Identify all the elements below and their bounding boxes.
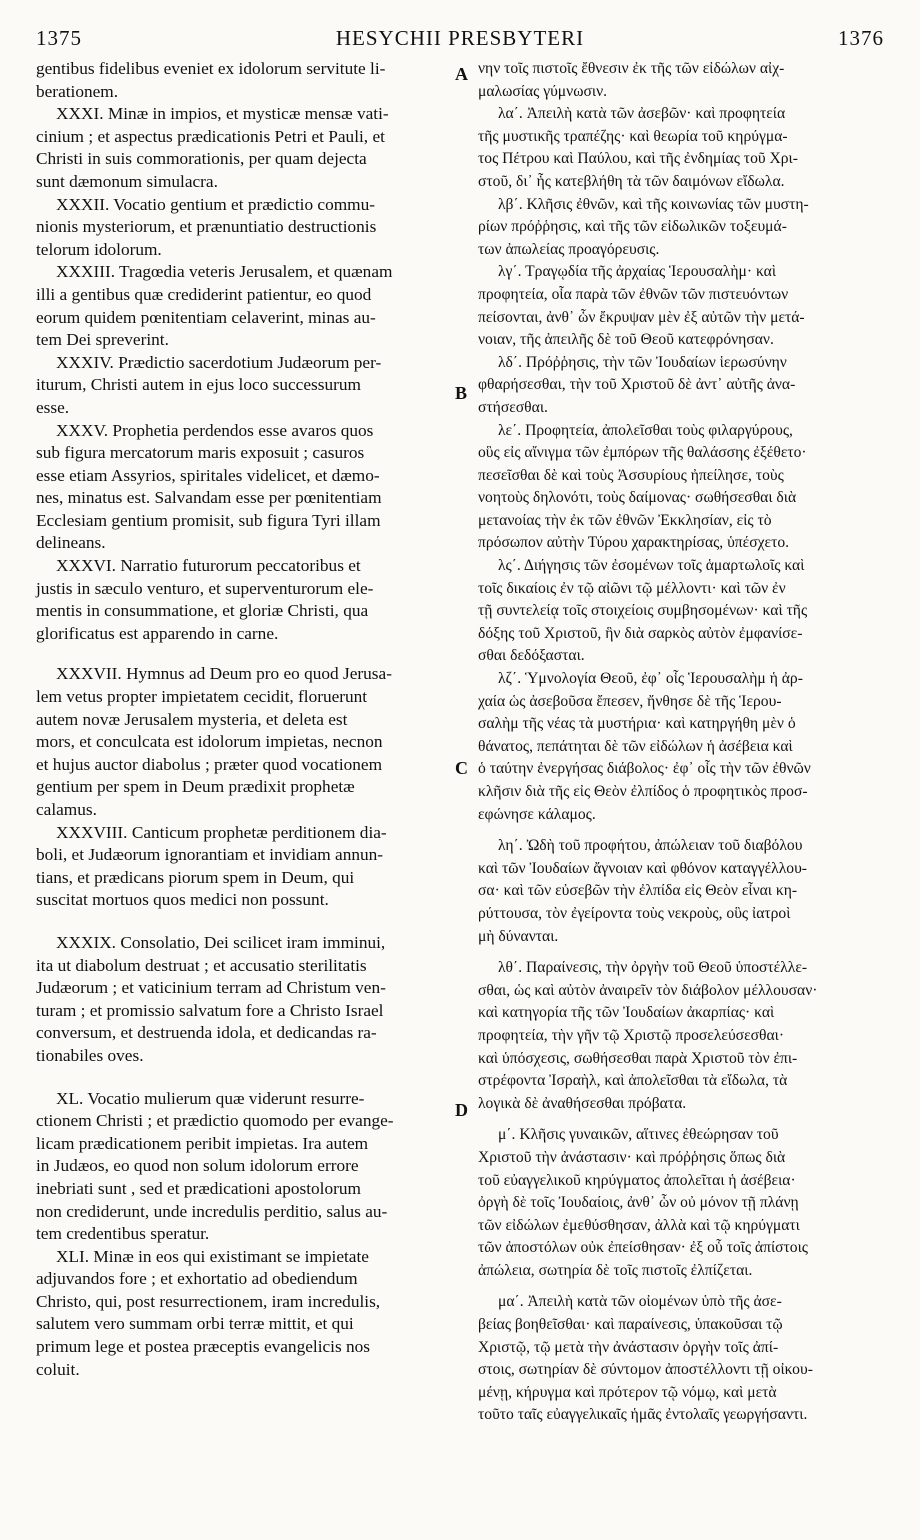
margin-letter-b: B	[455, 383, 468, 403]
greek-entry-36: λς΄. Διήγησις τῶν ἐσομένων τοῖς ἁμαρτωλοῖς καὶ τοῖς δικαίοις ἐν τῷ αἰῶνι τῷ μέλλοντι· καὶ τῶν ἐν τῇ συντελείᾳ τοῖς στοιχείοις συμβησομένων· καὶ τῆς δόξης τοῦ Χριστοῦ, ἣν διὰ σαρκὸς αὐτὸν ἐμφανίσε- σθαι δεδόξασται.	[478, 557, 808, 665]
latin-entry-34: XXXIV. Prædictio sacerdotium Judæorum per- iturum, Christi autem in ejus loco successurum esse.	[36, 352, 382, 417]
greek-entry-37: λζ΄. Ὑμνολογία Θεοῦ, ἐφ᾽ οἷς Ἱερουσαλὴμ ἡ ἀρ- χαία ὡς ἀσεβοῦσα ἔπεσεν, ἤνθησε δὲ τῆς Ἱερου- σαλὴμ τῆς νέας τὰ μυστήρια· καὶ κατηργήθη μὲν ὁ θάνατος, πεπάτηται δὲ τῶν εἰδώλων ἡ ἀσέβεια καὶ ὁ ταύτην ἐνεργήσας διάβολος· ἐφ᾽ οἷς τὴν τῶν ἐθνῶν κλῆσιν διὰ τῆς εἰς Θεὸν ἐλπίδος ὁ προφητικὸς προσ- εφώνησε κάλαμος.	[478, 670, 811, 823]
latin-entry-41: XLI. Minæ in eos qui existimant se impietate adjuvandos fore ; et exhortatio ad obediendum Christo, qui, post resurrectionem, iram incredulis, salutem vero summam orbi terræ mittit, et qui primum lege et postea præceptis evangelicis nos coluit.	[36, 1246, 381, 1379]
greek-entry-40: μ΄. Κλῆσις γυναικῶν, αἵτινες ἐθεώρησαν τοῦ Χριστοῦ τὴν ἀνάστασιν· καὶ πρόῤῥησις ὅπως διὰ τοῦ εὐαγγελικοῦ κηρύγματος ἀπολεῖται ἡ ἀσέβεια· ὀργὴ δὲ τοῖς Ἰουδαίοις, ἀνθ᾽ ὧν οὐ μόνον τῇ πλάνῃ τῶν εἰδώλων ἐμεθύσθησαν, ἀλλὰ καὶ τῷ κηρύγματι τῶν ἀποστόλων οὐκ ἐπείσθησαν· ἐξ οὗ τοῖς ἀπίστοις ἀπώλεια, σωτηρία δὲ τοῖς πιστοῖς ἐλπίζεται.	[478, 1126, 808, 1279]
greek-entry-39: λθ΄. Παραίνεσις, τὴν ὀργὴν τοῦ Θεοῦ ὑποστέλλε- σθαι, ὡς καὶ αὐτὸν ἀναιρεῖν τὸν διάβολον μέλλουσαν· καὶ κατηγορία τῆς τῶν Ἰουδαίων ἀκαρπίας· καὶ προφητεία, τὴν γῆν τῷ Χριστῷ προσελεύσεσθαι· καὶ ὑπόσχεσις, σωθήσεσθαι παρὰ Χριστοῦ τὸν ἐπι- στρέφοντα Ἰσραὴλ, καὶ ἀπολεῖσθαι τὰ εἴδωλα, τὰ λογικὰ δὲ ἀναθήσεσθαι πρόβατα.	[478, 959, 818, 1112]
margin-letter-c: C	[455, 758, 468, 778]
latin-entry-37: XXXVII. Hymnus ad Deum pro eo quod Jerusa- lem vetus propter impietatem cecidit, floruerunt autem novæ Jerusalem mysteria, et deleta est mors, et conculcata est idolorum impietas, necnon et hujus auctor diabolus ; præter quod vocationem gentium per spem in Deum prædixit prophetæ calamus.	[36, 664, 392, 819]
greek-entry-41: μα΄. Ἀπειλὴ κατὰ τῶν οἰομένων ὑπὸ τῆς ἀσε- βείας βοηθεῖσθαι· καὶ παραίνεσις, ὑπακοῦσαι τῷ Χριστῷ, τῷ μετὰ τὴν ἀνάστασιν ὀργὴν τοῖς ἀπί- στοις, σωτηρίαν δὲ σύντομον ἀποστέλλοντι τῇ οἰκου- μένῃ, κήρυγμα καὶ πρότερον τῷ νόμῳ, καὶ μετὰ τοῦτο ταῖς εὐαγγελικαῖς ἡμᾶς ἐντολαῖς γεωργήσαντι.	[478, 1293, 813, 1424]
greek-column	[478, 58, 878, 1427]
running-header	[36, 26, 884, 60]
latin-entry-35: XXXV. Prophetia perdendos esse avaros quos sub figura mercatorum maris exposuit ; casuros esse etiam Assyrios, spiritales videlicet, et dæmo- nes, minatus est. Salvandam esse per pœnitentiam Ecclesiam gentium promisit, sub figura Tyri illam delineans.	[36, 420, 382, 553]
greek-entry-32: λβ΄. Κλῆσις ἐθνῶν, καὶ τῆς κοινωνίας τῶν μυστη- ρίων πρόῤῥησις, καὶ τῆς τῶν εἰδωλικῶν τοξευμά- των ἀπωλείας προαγόρευσις.	[478, 195, 809, 258]
latin-entry-38: XXXVIII. Canticum prophetæ perditionem dia- boli, et Judæorum ignorantiam et invidiam annun- tians, et prædicans piorum spem in Deum, qui suscitat mortuos quos medici non possunt.	[36, 822, 387, 910]
latin-entry-39: XXXIX. Consolatio, Dei scilicet iram imminui, ita ut diabolum destruat ; et accusatio sterilitatis Judæorum ; et vaticinium terram ad Christum ven- turam ; et promissio salvatum fore a Christo Israel conversum, et destruenda idola, et dedicandas ra- tionabiles oves.	[36, 932, 386, 1065]
greek-entry-38: λη΄. Ὠδὴ τοῦ προφήτου, ἀπώλειαν τοῦ διαβόλου καὶ τῶν Ἰουδαίων ἄγνοιαν καὶ φθόνον καταγγέλλου- σα· καὶ τῶν εὐσεβῶν τὴν ἐλπίδα εἰς Θεὸν εἶναι κη- ρύττουσα, τὸν ἐγείροντα τοὺς νεκροὺς, οὓς ἰατροὶ μὴ δύνανται.	[478, 837, 807, 945]
greek-fragment: νην τοῖς πιστοῖς ἔθνεσιν ἐκ τῆς τῶν εἰδώλων αἰχ- μαλωσίας γύμνωσιν.	[478, 60, 785, 100]
latin-entry-33: XXXIII. Tragœdia veteris Jerusalem, et quænam illi a gentibus quæ crediderint patientur, eo quod eorum quidem pœnitentiam celaverint, minas au- tem Dei spreverint.	[36, 262, 393, 350]
margin-letter-a: A	[455, 64, 468, 84]
latin-entry-36: XXXVI. Narratio futurorum peccatoribus et justis in sæculo venturo, et superventurorum ele- mentis in consummatione, et gloriæ Christi, qua glorificatus est apparendo in carne.	[36, 556, 374, 643]
margin-letter-d: D	[455, 1100, 468, 1120]
latin-entry-31: XXXI. Minæ in impios, et mysticæ mensæ vati- cinium ; et aspectus prædicationis Petri et Pauli, et Christi in suis commorationis, per quam dejecta sunt dæmonum simulacra.	[36, 104, 389, 191]
right-page-number: 1376	[838, 26, 884, 50]
running-title: HESYCHII PRESBYTERI	[335, 26, 585, 50]
latin-fragment: gentibus fidelibus eveniet ex idolorum servitute li- berationem.	[36, 59, 386, 101]
greek-entry-35: λε΄. Προφητεία, ἀπολεῖσθαι τοὺς φιλαργύρους, οὓς εἰς αἴνιγμα τῶν ἐμπόρων τῆς θαλάσσης ἐξέθετο· πεσεῖσθαι δὲ καὶ τοὺς Ἀσσυρίους ἠπείλησε, τοὺς νοητοὺς δηλονότι, τοὺς δαίμονας· σωθήσεσθαι διὰ μετανοίας τὴν ἐκ τῶν ἐθνῶν Ἐκκλησίαν, εἰς τὸ πρόσωπον αὐτὴν Τύρου χαρακτηρίσας, ὑπέσχετο.	[478, 421, 807, 552]
greek-entry-34: λδ΄. Πρόῤῥησις, τὴν τῶν Ἰουδαίων ἱερωσύνην φθαρήσεσθαι, τὴν τοῦ Χριστοῦ δὲ ἀντ᾽ αὐτῆς ἀνα- στήσεσθαι.	[478, 353, 796, 416]
latin-entry-32: XXXII. Vocatio gentium et prædictio commu- nionis mysteriorum, et prænuntiatio destructionis telorum idolorum.	[36, 194, 377, 259]
left-page-number: 1375	[36, 26, 82, 50]
greek-entry-33: λγ΄. Τραγῳδία τῆς ἀρχαίας Ἱερουσαλὴμ· καὶ προφητεία, οἷα παρὰ τῶν ἐθνῶν τῶν πιστευόντων πείσονται, ἀνθ᾽ ὧν ἔκρυψαν μὲν ἐξ αὐτῶν τὴν μετά- νοιαν, τῆς ἀπειλῆς δὲ τοῦ Θεοῦ κατεφρόνησαν.	[478, 263, 805, 349]
latin-column	[36, 58, 450, 1381]
greek-entry-31: λα΄. Ἀπειλὴ κατὰ τῶν ἀσεβῶν· καὶ προφητεία τῆς μυστικῆς τραπέζης· καὶ θεωρία τοῦ κηρύγμα- τος Πέτρου καὶ Παύλου, καὶ τῆς ἐνδημίας τοῦ Χρι- στοῦ, δι᾽ ἧς κατεβλήθη τὰ τῶν δαιμόνων εἴδωλα.	[478, 105, 798, 190]
latin-entry-40: XL. Vocatio mulierum quæ viderunt resurre- ctionem Christi ; et prædictio quomodo per evange- licam prædicationem peribit impietas. Ira autem in Judæos, eo quod non solum idolorum errore inebriati sunt , sed et prædicationi apostolorum non crediderunt, unde incredulis perditio, salus au- tem credentibus speratur.	[36, 1088, 394, 1244]
